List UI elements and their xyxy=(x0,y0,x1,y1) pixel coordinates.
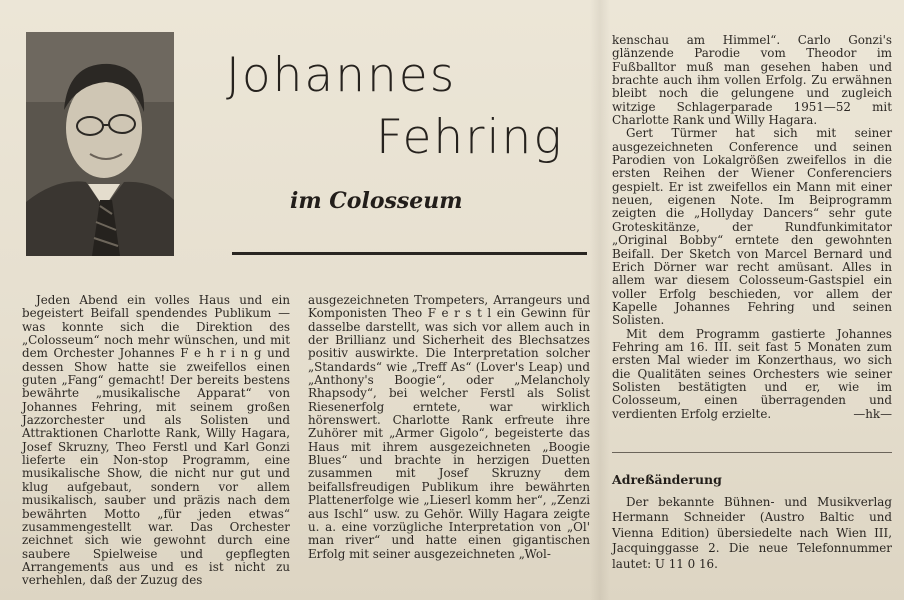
paper-shading xyxy=(590,0,610,600)
headline-rule xyxy=(232,252,587,255)
article-paragraph: kenschau am Himmel“. Carlo Gonzi's glänzende Parodie vom Theodor im Fußballtor muß man gesehen haben und brachte auch ihm vollen Erfolg. Zu erwähnen bleibt noch die gelungene und zugleich witzige Schlagerparade 1951—52 mit Charlotte Rank und Willy Hagara. xyxy=(612,33,892,128)
article-column-2 xyxy=(308,294,590,561)
article-paragraph: Jeden Abend ein volles Haus und ein begeistert Beifall spendendes Publikum — was konnte sich die Direktion des „Colosseum“ noch mehr wünschen, und mit dem Orchester Johannes F e h r i n g und dessen Show hatte sie zweifellos einen guten „Fang“ gemacht! Der bereits bestens bewährte „musikalische Apparat“ von Johannes Fehring, mit seinem großen Jazzorchester und als Solisten und Attraktionen Charlotte Rank, Willy Hagara, Josef Skruzny, Theo Ferstl und Karl Gonzi lieferte ein Non-stop Programm, eine musikalische Show, die nicht nur gut und klug aufgebaut, sondern vor allem musikalisch, sauber und präzis nach dem bewährten Motto „für jeden etwas“ zusammengestellt war. Das Orchester zeichnet sich wie gewohnt durch eine saubere Spielweise und gepflegten Arrangements aus und es ist nicht zu verhehlen, daß der Zuzug des xyxy=(22,293,290,588)
column-divider xyxy=(612,452,892,453)
headline-subtitle: im Colosseum xyxy=(290,188,463,214)
headline-line-2: Fehring xyxy=(376,110,564,165)
article-paragraph xyxy=(612,328,892,421)
article-column-1 xyxy=(22,294,290,588)
portrait-photo xyxy=(26,32,174,256)
headline-line-1: Johannes xyxy=(226,48,457,103)
article-column-3 xyxy=(612,34,892,421)
article-paragraph: ausgezeichneten Trompeters, Arrangeurs und Komponisten Theo F e r s t l ein Gewinn für dasselbe darstellt, was sich vor allem auch in der Brillianz und Sicherheit des Blechsatzes positiv auswirkte. Die Interpretation solcher „Standards“ wie „Treff As“ (Lover's Leap) und „Anthony's Boogie“, oder „Melancholy Rhapsody“, bei welcher Ferstl als Solist Riesenerfolg erntete, war wirklich hörenswert. Charlotte Rank erfreute ihre Zuhörer mit „Armer Gigolo“, begeisterte das Haus mit ihrem ausgezeichneten „Boogie Blues“ und brachte in herzigen Duetten zusammen mit Josef Skruzny dem beifallsfreudigen Publikum ihre bewährten Plattenerfolge wie „Lieserl komm her“, „Zenzi aus Ischl“ usw. zu Gehör. Willy Hagara zeigte u. a. eine vorzügliche Interpretation von „Ol' man river“ und hatte einen gigantischen Erfolg mit seiner ausgezeichneten „Wol- xyxy=(308,293,590,561)
notice-paragraph: Der bekannte Bühnen- und Musikverlag Hermann Schneider (Austro Baltic und Vienna Edition) übersiedelte nach Wien III, Jacquinggasse 2. Die neue Telefonnummer lautet: U 11 0 16. xyxy=(612,495,892,571)
article-paragraph-text: Mit dem Programm gastierte Johannes Fehring am 16. III. seit fast 5 Monaten zum ersten Mal wieder im Konzerthaus, wo sich die Qualitäten seines Orchesters wie seiner Solisten bestätigten und er, wie im Colosseum, einen überragenden und verdienten Erfolg erzielte. xyxy=(612,326,892,421)
author-signature: —hk— xyxy=(853,406,892,421)
notice-heading: Adreßänderung xyxy=(612,472,722,487)
notice-body xyxy=(612,495,892,572)
article-paragraph: Gert Türmer hat sich mit seiner ausgezeichneten Conference und seinen Parodien von Lokalgrößen zweifellos in die ersten Reihen der Wiener Conferenciers gespielt. Er ist zweifellos ein Mann mit einer neuen, eigenen Note. Im Beiprogramm zeigten die „Hollyday Dancers“ sehr gute Groteskitänze, der Rundfunkimitator „Original Bobby“ erntete den gewohnten Beifall. Der Sketch von Marcel Bernard und Erich Dörner war recht amüsant. Alles in allem war diesem Colosseum-Gastspiel ein voller Erfolg beschieden, vor allem der Kapelle Johannes Fehring und seinen Solisten. xyxy=(612,126,892,328)
